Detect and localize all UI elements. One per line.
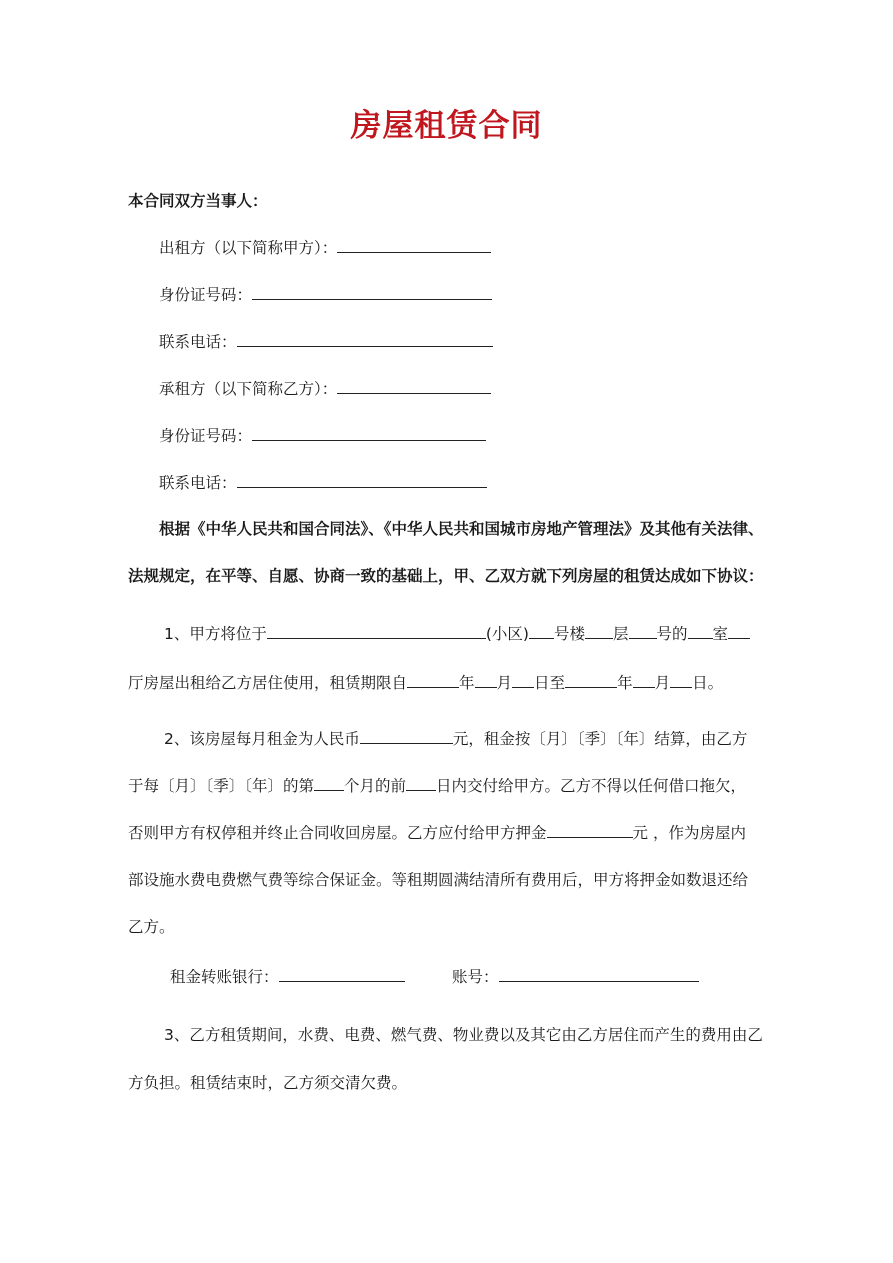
rent-settlement-text: 元，租金按〔月〕〔季〕〔年〕结算，由乙方 [452, 730, 748, 748]
lessee-id-label: 身份证号码： [159, 427, 253, 445]
floor-field[interactable] [585, 624, 613, 639]
bank-field[interactable] [279, 967, 405, 982]
lessee-phone-row [159, 473, 487, 493]
document-title: 房屋租赁合同 [350, 108, 543, 144]
monthly-rent-field[interactable] [360, 729, 453, 744]
start-month-field[interactable] [475, 673, 497, 688]
start-year-field[interactable] [407, 673, 459, 688]
parties-heading: 本合同双方当事人： [128, 192, 268, 210]
building-text: 号楼 [553, 625, 585, 643]
lessee-id-row [159, 426, 486, 446]
lessee-name-field[interactable] [337, 379, 491, 394]
rent-prefix: 2、该房屋每月租金为人民币 [164, 730, 360, 748]
lessor-id-field[interactable] [252, 285, 492, 300]
preamble-line-1: 根据《中华人民共和国合同法》、《中华人民共和国城市房地产管理法》及其他有关法律、 [159, 520, 764, 538]
clause1-line-1 [164, 624, 750, 644]
end-year-field[interactable] [565, 673, 617, 688]
clause2-line-1 [164, 729, 747, 749]
payment-period-text: 于每〔月〕〔季〕〔年〕的第 [128, 777, 315, 795]
lessor-phone-row [159, 332, 493, 352]
clause2-line-3 [128, 823, 746, 843]
payment-month-field[interactable] [314, 776, 344, 791]
lessor-name-field[interactable] [337, 238, 491, 253]
address-field[interactable] [267, 624, 486, 639]
lessee-phone-label: 联系电话： [159, 474, 237, 492]
number-field[interactable] [629, 624, 657, 639]
room-field[interactable] [688, 624, 713, 639]
payment-before-text: 个月的前 [344, 777, 407, 795]
day-to-text: 日至 [534, 674, 566, 692]
year2-text: 年 [617, 674, 633, 692]
district-text: (小区) [485, 625, 529, 643]
lessor-id-label: 身份证号码： [159, 286, 253, 304]
lessee-row [159, 379, 491, 399]
building-field[interactable] [529, 624, 554, 639]
end-month-field[interactable] [633, 673, 655, 688]
start-day-field[interactable] [512, 673, 534, 688]
deposit-field[interactable] [547, 823, 633, 838]
end-day-field[interactable] [670, 673, 692, 688]
lease-term-text: 厅房屋出租给乙方居住使用，租赁期限自 [128, 674, 408, 692]
number-text: 号的 [656, 625, 688, 643]
account-label: 账号： [452, 968, 499, 986]
lessor-row [159, 238, 491, 258]
lessor-phone-field[interactable] [237, 332, 493, 347]
deposit-text: 否则甲方有权停租并终止合同收回房屋。乙方应付给甲方押金 [128, 824, 547, 842]
account-field[interactable] [499, 967, 699, 982]
clause3-line-1: 3、乙方租赁期间，水费、电费、燃气费、物业费以及其它由乙方居住而产生的费用由乙 [164, 1026, 763, 1044]
clause3-line-2: 方负担。租赁结束时，乙方须交清欠费。 [128, 1074, 408, 1092]
bank-row [170, 967, 405, 987]
year-text: 年 [459, 674, 475, 692]
clause1-prefix: 1、甲方将位于 [164, 625, 267, 643]
payment-day-field[interactable] [406, 776, 436, 791]
clause2-line-5: 乙方。 [128, 918, 175, 936]
room-text: 室 [712, 625, 729, 643]
lessee-phone-field[interactable] [237, 473, 487, 488]
payment-deadline-text: 日内交付给甲方。乙方不得以任何借口拖欠， [436, 777, 747, 795]
month-text: 月 [496, 674, 513, 692]
lessee-id-field[interactable] [252, 426, 486, 441]
clause2-line-2 [128, 776, 746, 796]
floor-text: 层 [613, 625, 629, 643]
bank-label: 租金转账银行： [170, 968, 279, 986]
clause1-line-2 [128, 673, 723, 693]
lessor-label: 出租方（以下简称甲方）： [159, 239, 338, 257]
lessor-phone-label: 联系电话： [159, 333, 237, 351]
hall-field[interactable] [728, 624, 750, 639]
day-end-text: 日。 [692, 674, 724, 692]
deposit-purpose-text: 元 ，作为房屋内 [632, 824, 746, 842]
clause2-line-4: 部设施水费电费燃气费等综合保证金。等租期圆满结清所有费用后，甲方将押金如数退还给 [128, 871, 749, 889]
month2-text: 月 [654, 674, 671, 692]
account-row [452, 967, 699, 987]
lessor-id-row [159, 285, 492, 305]
lessee-label: 承租方（以下简称乙方）： [159, 380, 338, 398]
preamble-line-2: 法规规定，在平等、自愿、协商一致的基础上，甲、乙双方就下列房屋的租赁达成如下协议： [128, 567, 764, 585]
